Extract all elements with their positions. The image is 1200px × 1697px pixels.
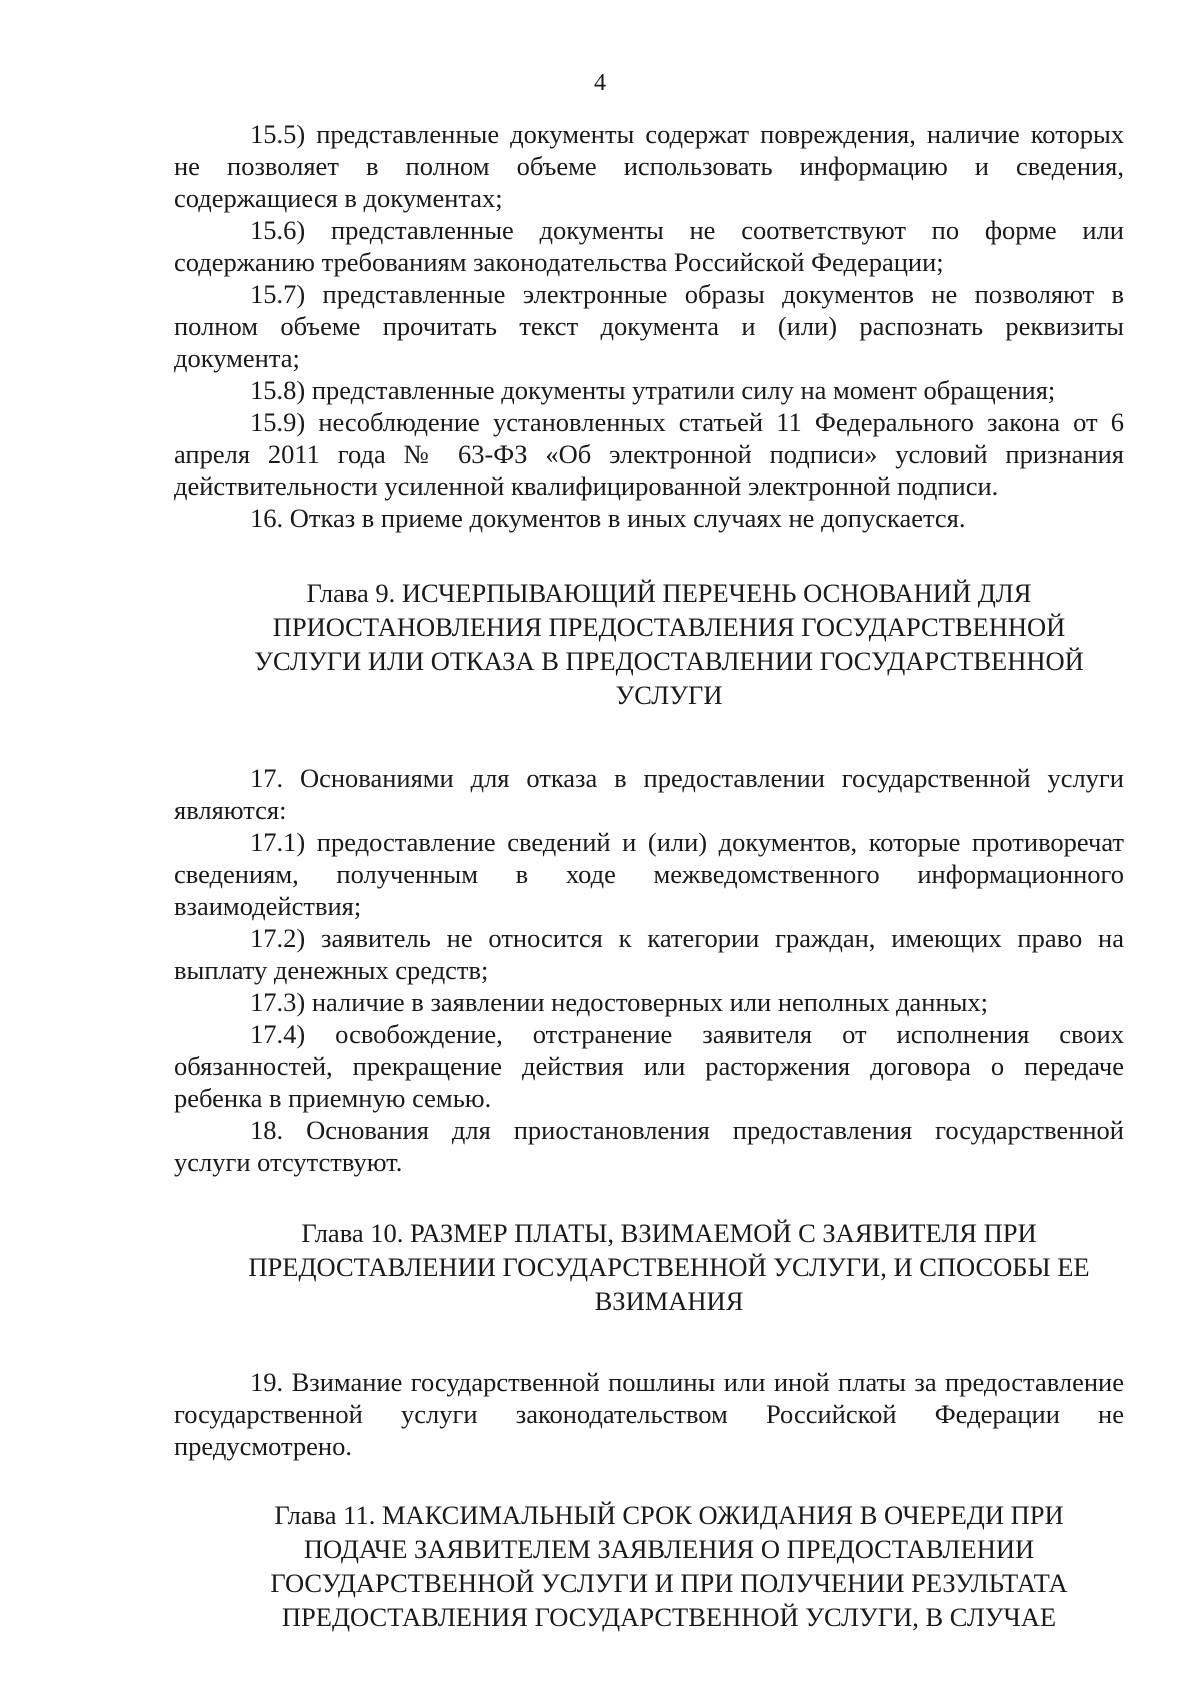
document-body — [174, 118, 1124, 1634]
page-number: 4 — [594, 70, 606, 96]
paragraph-16: 16. Отказ в приеме документов в иных случаях не допускается. — [250, 503, 966, 533]
chapter-11-heading-line: Глава 11. МАКСИМАЛЬНЫЙ СРОК ОЖИДАНИЯ В ОЧЕРЕДИ ПРИ — [274, 1500, 1064, 1530]
chapter-10-heading-line: ВЗИМАНИЯ — [594, 1286, 744, 1316]
paragraph-15-5: 15.5) представленные документы содержат повреждения, наличие которых не позволяет в полном объеме использовать информацию и сведения, содержащиеся в документах; — [174, 119, 1124, 213]
paragraph-18: 18. Основания для приостановления предоставления государственной услуги отсутствуют. — [174, 1115, 1124, 1177]
chapter-9-heading-line: УСЛУГИ — [615, 680, 723, 710]
paragraph-15-7: 15.7) представленные электронные образы документов не позволяют в полном объеме прочитать текст документа и (или) распознать реквизиты документа; — [174, 279, 1124, 373]
chapter-11-heading-line: ГОСУДАРСТВЕННОЙ УСЛУГИ И ПРИ ПОЛУЧЕНИИ РЕЗУЛЬТАТА — [270, 1568, 1068, 1598]
chapter-11-heading — [174, 1498, 1124, 1634]
paragraph-17-4: 17.4) освобождение, отстранение заявителя от исполнения своих обязанностей, прекращение действия или расторжения договора о передаче ребенка в приемную семью. — [174, 1019, 1124, 1113]
chapter-9-heading-line: УСЛУГИ ИЛИ ОТКАЗА В ПРЕДОСТАВЛЕНИИ ГОСУДАРСТВЕННОЙ — [254, 646, 1084, 676]
paragraph-17: 17. Основаниями для отказа в предоставлении государственной услуги являются: — [174, 763, 1124, 825]
chapter-11-heading-line: ПОДАЧЕ ЗАЯВИТЕЛЕМ ЗАЯВЛЕНИЯ О ПРЕДОСТАВЛЕНИИ — [303, 1534, 1035, 1564]
paragraph-15-9: 15.9) несоблюдение установленных статьей 11 Федерального закона от 6 апреля 2011 года № 63-ФЗ «Об электронной подписи» условий признания действительности усиленной квалифицированной электронной подписи. — [174, 407, 1124, 501]
chapter-9-heading-line: ПРИОСТАНОВЛЕНИЯ ПРЕДОСТАВЛЕНИЯ ГОСУДАРСТВЕННОЙ — [272, 612, 1066, 642]
chapter-11-heading-line: ПРЕДОСТАВЛЕНИЯ ГОСУДАРСТВЕННОЙ УСЛУГИ, В СЛУЧАЕ — [281, 1602, 1057, 1632]
chapter-9-heading-line: Глава 9. ИСЧЕРПЫВАЮЩИЙ ПЕРЕЧЕНЬ ОСНОВАНИЙ ДЛЯ — [306, 578, 1032, 608]
chapter-10-heading-line: Глава 10. РАЗМЕР ПЛАТЫ, ВЗИМАЕМОЙ С ЗАЯВИТЕЛЯ ПРИ — [301, 1218, 1037, 1248]
paragraph-15-6: 15.6) представленные документы не соответствуют по форме или содержанию требованиям законодательства Российской Федерации; — [174, 215, 1124, 277]
chapter-9-heading — [174, 576, 1124, 712]
paragraph-15-8: 15.8) представленные документы утратили силу на момент обращения; — [250, 375, 1056, 405]
paragraph-19: 19. Взимание государственной пошлины или иной платы за предоставление государственной услуги законодательством Российской Федерации не предусмотрено. — [174, 1367, 1124, 1461]
chapter-10-heading-line: ПРЕДОСТАВЛЕНИИ ГОСУДАРСТВЕННОЙ УСЛУГИ, И СПОСОБЫ ЕЕ — [248, 1252, 1090, 1282]
paragraph-17-1: 17.1) предоставление сведений и (или) документов, которые противоречат сведениям, полученным в ходе межведомственного информационного взаимодействия; — [174, 827, 1124, 921]
paragraph-17-2: 17.2) заявитель не относится к категории граждан, имеющих право на выплату денежных средств; — [174, 923, 1124, 985]
paragraph-17-3: 17.3) наличие в заявлении недостоверных или неполных данных; — [250, 987, 988, 1017]
chapter-10-heading — [174, 1216, 1124, 1318]
